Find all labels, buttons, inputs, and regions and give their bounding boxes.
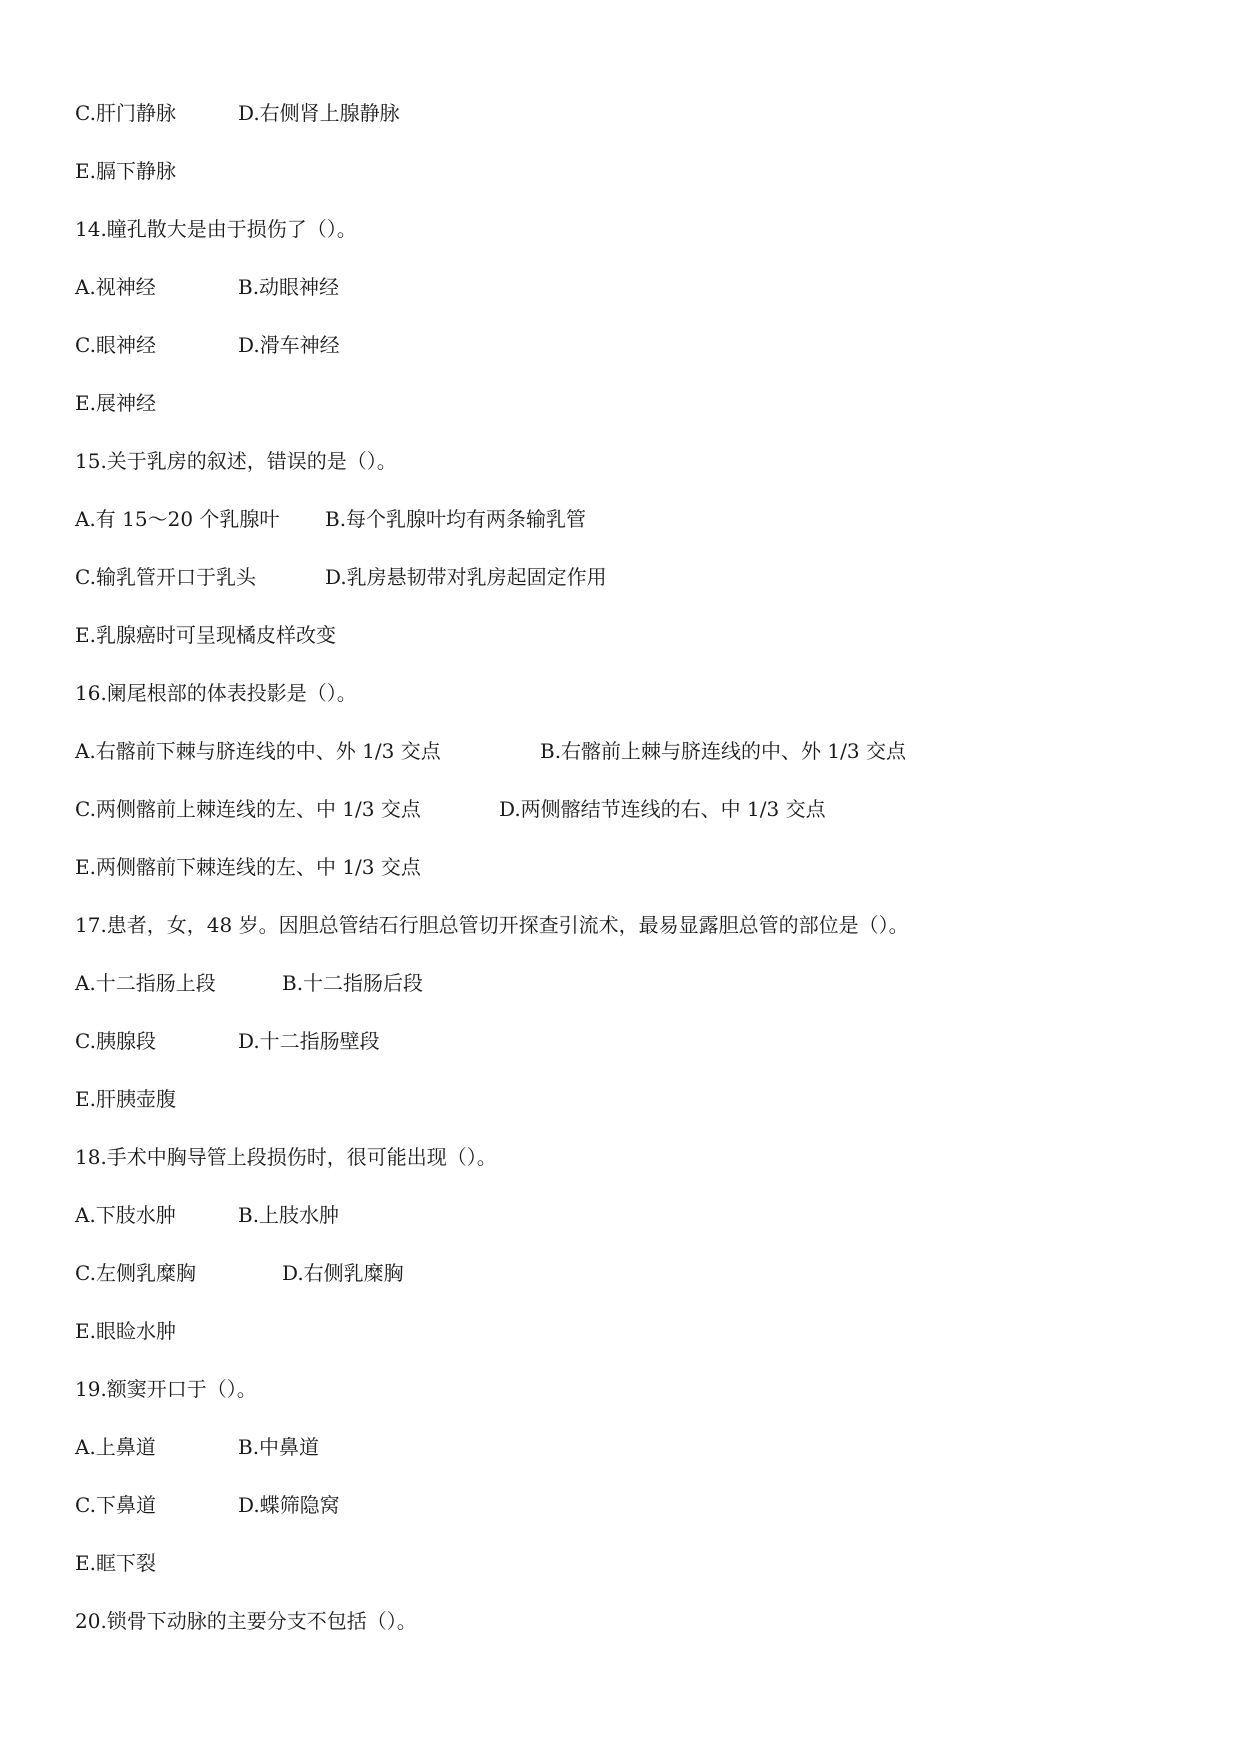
option-b: B.每个乳腺叶均有两条输乳管 [325, 507, 587, 531]
option-a: A.上鼻道 [75, 1435, 156, 1459]
question-text: 17.患者，女，48 岁。因胆总管结石行胆总管切开探查引流术，最易显露胆总管的部位是（）。 [75, 913, 909, 937]
option-e: E.眶下裂 [75, 1551, 156, 1575]
option-d: D.滑车神经 [238, 333, 340, 357]
question-text: 20.锁骨下动脉的主要分支不包括（）。 [75, 1609, 417, 1633]
option-c: C.眼神经 [75, 333, 156, 357]
option-a: A.视神经 [75, 275, 156, 299]
option-d: D.两侧髂结节连线的右、中 1/3 交点 [499, 797, 826, 821]
option-b: B.动眼神经 [238, 275, 340, 299]
option-d: D.蝶筛隐窝 [238, 1493, 340, 1517]
option-e: E.膈下静脉 [75, 159, 176, 183]
option-c: C.两侧髂前上棘连线的左、中 1/3 交点 [75, 797, 421, 821]
option-a: A.有 15～20 个乳腺叶 [75, 507, 280, 531]
option-e: E.眼睑水肿 [75, 1319, 176, 1343]
option-b: B.上肢水肿 [238, 1203, 340, 1227]
question-text: 19.额窦开口于（）。 [75, 1377, 257, 1401]
option-e: E.肝胰壶腹 [75, 1087, 176, 1111]
option-d: D.右侧肾上腺静脉 [238, 101, 400, 125]
option-b: B.右髂前上棘与脐连线的中、外 1/3 交点 [540, 739, 906, 763]
option-d: D.右侧乳糜胸 [282, 1261, 404, 1285]
question-text: 14.瞳孔散大是由于损伤了（）。 [75, 217, 357, 241]
option-e: E.展神经 [75, 391, 156, 415]
option-c: C.左侧乳糜胸 [75, 1261, 196, 1285]
option-e: E.两侧髂前下棘连线的左、中 1/3 交点 [75, 855, 421, 879]
question-text: 16.阑尾根部的体表投影是（）。 [75, 681, 357, 705]
option-d: D.乳房悬韧带对乳房起固定作用 [325, 565, 607, 589]
option-a: A.右髂前下棘与脐连线的中、外 1/3 交点 [75, 739, 441, 763]
option-c: C.胰腺段 [75, 1029, 156, 1053]
option-d: D.十二指肠壁段 [238, 1029, 380, 1053]
option-c: C.肝门静脉 [75, 101, 176, 125]
option-c: C.下鼻道 [75, 1493, 156, 1517]
option-a: A.十二指肠上段 [75, 971, 216, 995]
option-c: C.输乳管开口于乳头 [75, 565, 256, 589]
option-b: B.中鼻道 [238, 1435, 320, 1459]
option-a: A.下肢水肿 [75, 1203, 176, 1227]
option-b: B.十二指肠后段 [282, 971, 424, 995]
question-text: 18.手术中胸导管上段损伤时，很可能出现（）。 [75, 1145, 497, 1169]
option-e: E.乳腺癌时可呈现橘皮样改变 [75, 623, 336, 647]
question-text: 15.关于乳房的叙述，错误的是（）。 [75, 449, 397, 473]
